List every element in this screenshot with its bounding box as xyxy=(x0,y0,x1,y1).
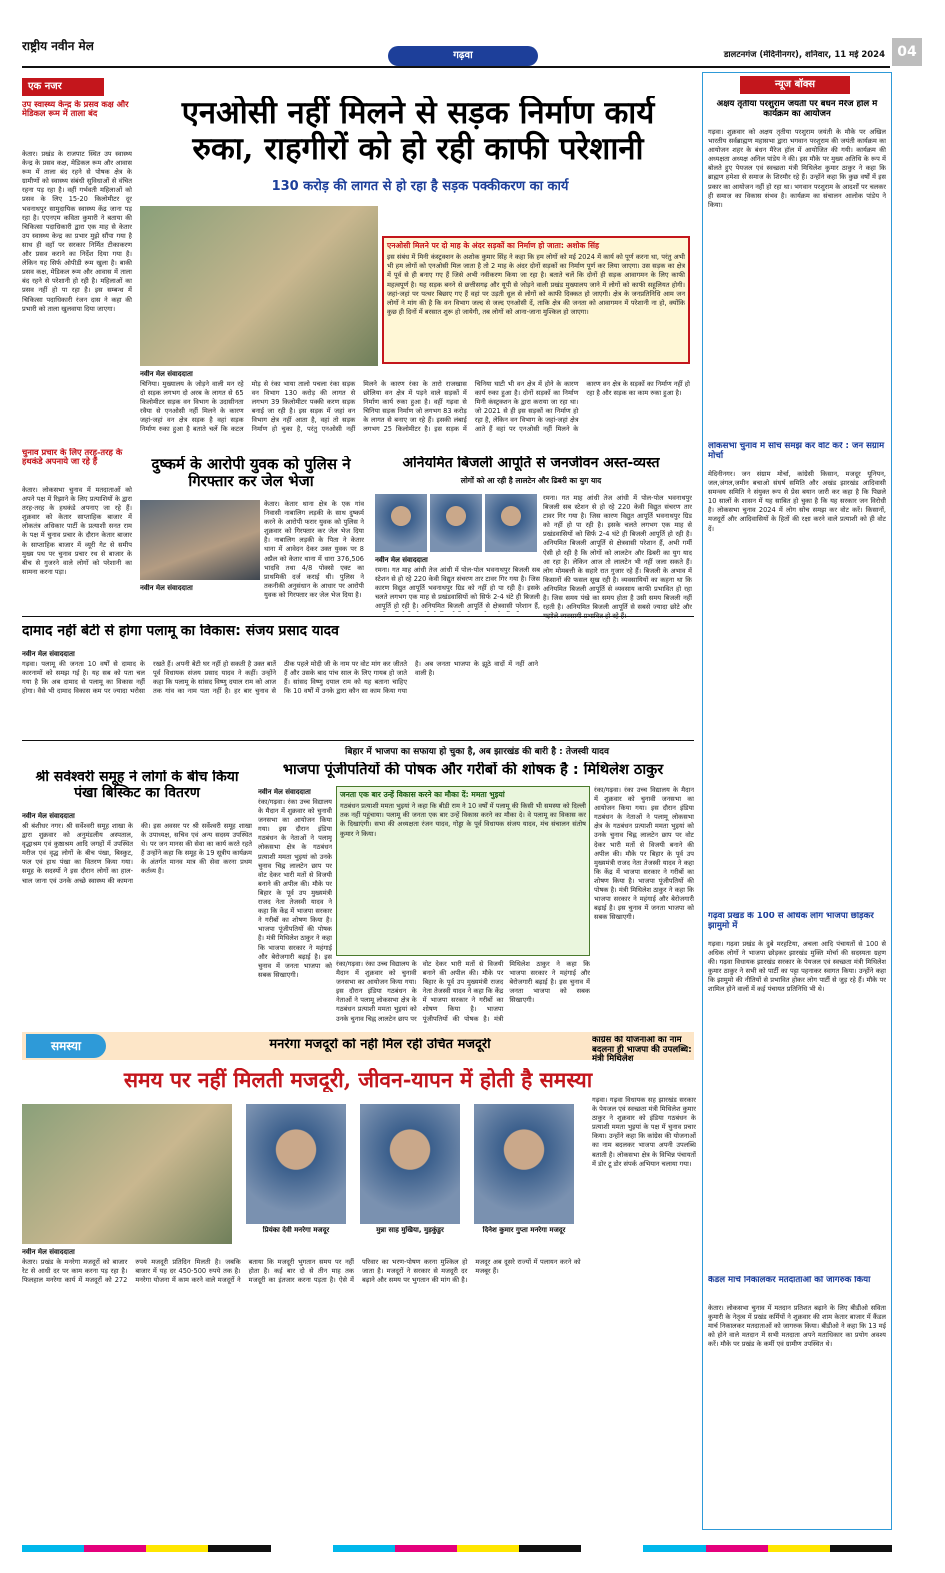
electricity-byline: नवीन मेल संवाददाता xyxy=(375,556,428,564)
congress-body: गढ़वा। गढ़वा विधायक सह झारखंड सरकार के पेयजल एवं स्वच्छता मंत्री मिथिलेश कुमार ठाकुर ने शुक्रवार को इंडिया गठबंधन के प्रत्याशी ममता भुइयां के पक्ष में चुनाव प्रचार किया। उन्होंने कहा कि कांग्रेस की योजनाओं का नाम बदलकर भाजपा अपनी उपलब्धि बताती है। लोकसभा क्षेत्र के विभिन्न पंचायतों में डोर टू डोर संपर्क अभियान चलाया गया। xyxy=(592,1096,696,1168)
samasya-portrait-1 xyxy=(246,1104,346,1224)
lead-subhead: 130 करोड़ की लागत से हो रहा है सड़क पक्कीकरण का कार्य xyxy=(271,179,569,194)
arrest-byline: नवीन मेल संवाददाता xyxy=(140,584,193,592)
arrest-body: केतार। केतार थाना क्षेत्र के एक गांव निवासी नाबालिग लड़की के साथ दुष्कर्म करने के आरोपी फरार युवक को पुलिस ने शुक्रवार को गिरफ्तार कर जेल भेज दिया है। नाबालिग लड़की के पिता ने केतार थाना में आवेदन देकर उक्त युवक पर 8 अप्रैल को केतार थाना में धारा 376,506 भादवि तथा 4/8 पोक्सो एक्ट का प्राथमिकी दर्ज कराई थी। पुलिस ने तकनीकी अनुसंधान के आधार पर आरोपी युवक को गिरफ्तार कर जेल भेज दिया है। xyxy=(264,500,364,599)
sarveshwari-body: श्री बंशीधर नगर। श्री सर्वेश्वरी समूह शाखा के द्वारा शुक्रवार को अनुमंडलीय अस्पताल, वृद्धाश्रम एवं कुष्ठाश्रम आदि जगहों में उपस्थित मरीज एवं वृद्ध लोगों के बीच पंखा, बिस्कुट, फल एवं हाथ पंखा का वितरण किया गया। समूह के सदस्यों ने इस दौरान लोगों का हाल-चाल जाना एवं उनके अच्छे स्वास्थ्य की कामना की। इस अवसर पर श्री सर्वेश्वरी समूह शाखा के उपाध्यक्ष, सचिव एवं अन्य सदस्य उपस्थित थे। पर जन मानस की सेवा का कार्य करते रहते हैं उन्होंने कहा कि समूह के 19 सूत्रीय कार्यक्रम के अंतर्गत मानव मात्र की सेवा करना प्रथम कर्तव्य है। xyxy=(22,822,252,885)
lead-headline xyxy=(138,96,698,167)
samasya-caption-1: प्रियंका देवी मनरेगा मजदूर xyxy=(262,1226,330,1234)
lead-box xyxy=(382,236,690,364)
bjp-box-body: गठबंधन प्रत्याशी ममता भुइयां ने कहा कि बीडी राम ने 10 वर्षों में पलामू की किसी भी समस्या को दिल्ली तक नहीं पहुंचाया। पलामू की जनता एक बार उन्हें विकास करने का मौका दे। वे पलामू का विकास कर के दिखाएंगी। सभा की अध्यक्षता रंजन यादव, गोड्डा के पूर्व विधायक संजय यादव, मंच संचालन संतोष कुमार ने किया। xyxy=(340,802,586,838)
lead-body: चिनिया। मुख्यालय के जोड़ने वाली मन रहे दो सड़क लगभग दो अरब के लागत से 65 किलोमीटर सड़क वन विभाग के उदासीनता रवैया से एनओसी नहीं मिलने के कारण जहां-जहां वन क्षेत्र सड़क है वहां सड़क निर्माण रुका हुआ है बताते चलें कि कटल मोड़ से रंका भाया तालो पचला रंका सड़क वन विभाग 130 करोड़ की लागत से लगभग 39 किलोमीटर पक्की करण सड़क बनाई जा रही है। इस सड़क में जहां वन विभाग क्षेत्र नहीं आता है, वहां तो सड़क निर्माण हो चुका है, परंतु एनओसी नहीं मिलने के कारण रंका के तारो राजखास छोलिया वन क्षेत्र में पड़ने वाले सड़कों में निर्माण कार्य रुका हुआ है। वहीं गढ़वा से चिनिया सड़क निर्माण जो लगभग 83 करोड़ के लागत से बनाए जा रहे हैं। इसकी लंबाई लगभग 25 किलोमीटर है। इस सड़क में चिनिया घाटी भी वन क्षेत्र में होने के कारण कार्य रुका हुआ है। दोनों सड़कों का निर्माण मिनी कंस्ट्रक्शन के द्वारा कराया जा रहा था। जो 2021 से ही इस सड़कों का निर्माण हो रहा है, लेकिन वन विभाग के जहां-जहां क्षेत्र आते हैं वहां पर एनओसी नहीं मिलने के कारण वन क्षेत्र के सड़कों का निर्माण नहीं हो रहा है और सड़क का काम रुका हुआ है। xyxy=(140,380,690,434)
electricity-subhead: लोगों को आ रही है लालटेन और ढिबरी का युग याद xyxy=(460,476,602,485)
bjp-body-right: रंका/गढ़वा। रंका उच्च विद्यालय के मैदान में शुक्रवार को चुनावी जनसभा का आयोजन किया गया। इस दौरान इंडिया गठबंधन के नेताओं ने पलामू लोकसभा क्षेत्र के गठबंधन प्रत्याशी ममता भुइयां को उनके चुनाव चिह्न लालटेन छाप पर वोट देकर भारी मतों से विजयी बनाने की अपील की। मौके पर बिहार के पूर्व उप मुख्यमंत्री राजद नेता तेजस्वी यादव ने कहा कि केंद्र में भाजपा सरकार ने गरीबों का शोषण किया है। भाजपा पूंजीपतियों की पोषक है। मंत्री मिथिलेश ठाकुर ने कहा कि भाजपा सरकार ने महंगाई और बेरोजगारी बढ़ाई है। इस चुनाव में जनता भाजपा को सबक सिखाएगी। xyxy=(594,786,694,922)
samasya-headline: समय पर नहीं मिलती मजदूरी, जीवन-यापन में होती है समस्या xyxy=(123,1068,593,1092)
samasya-caption-3: दिनेश कुमार गुप्ता मनरेगा मजदूर xyxy=(482,1226,566,1234)
arrest-headline: दुष्कर्म के आरोपी युवक को पुलिस ने गिरफ्तार कर जेल भेजा xyxy=(151,456,351,490)
news-box-story2-title: लोकसभा चुनाव में सोच समझ कर वोट करें : जन संग्राम मोर्चा xyxy=(708,442,885,461)
ek-nazar-story1-title: उप स्वास्थ्य केन्द्र के प्रसव कक्ष और मेडिकल रूम में ताला बंद xyxy=(22,100,129,119)
ek-nazar-story1-body: केतार। प्रखंड के राजपाट स्थित उप स्वास्थ्य केन्द्र के प्रसव कक्ष, मेडिकल रूम और आवास रूम में ताला बंद रहने से पोषक क्षेत्र के ग्रामीणों को स्वास्थ्य संबंधी सुविधाओं से वंचित रहना पड़ रहा है। वहीं गर्भवती महिलाओं को प्रसव के लिए 15-20 किलोमीटर दूर भवनाथपुर सामुदायिक स्वास्थ्य केंद्र जाना पड़ रहा है। एएनएम कविता कुमारी ने बताया की चिकित्सा पदाधिकारी द्वारा एक माह से केतार उप स्वास्थ्य केन्द्र का प्रभार मुझे सौंपा गया है साथ ही वहाँ पर सरकार निर्मित टीकाकरण और प्रसव कराने का निर्देश दिया गया है। लेकिन यह सिर्फ ओपीडी रूम खुला है। बाकी प्रसव कक्ष, मेडिकल रूम और आवास में ताला बंद रहने से परेशानी हो रही है। महिलाओं का प्रसव नहीं हो पा रहा है। इस सम्बन्ध में चिकित्सा पदाधिकारी रंजन दास ने कहा की प्रभारी को ताला खुलवाया दिया जाएगा। xyxy=(22,150,132,313)
lead-byline: नवीन मेल संवाददाता xyxy=(140,370,193,378)
bjp-byline: नवीन मेल संवाददाता xyxy=(258,788,311,796)
dateline: डालटनगंज (मेदिनीनगर), शनिवार, 11 मई 2024 xyxy=(723,50,885,60)
bjp-body-continued: रंका/गढ़वा। रंका उच्च विद्यालय के मैदान में शुक्रवार को चुनावी जनसभा का आयोजन किया गया। इस दौरान इंडिया गठबंधन के नेताओं ने पलामू लोकसभा क्षेत्र के गठबंधन प्रत्याशी ममता भुइयां को उनके चुनाव चिह्न लालटेन छाप पर वोट देकर भारी मतों से विजयी बनाने की अपील की। मौके पर बिहार के पूर्व उप मुख्यमंत्री राजद नेता तेजस्वी यादव ने कहा कि केंद्र में भाजपा सरकार ने गरीबों का शोषण किया है। भाजपा पूंजीपतियों की पोषक है। मंत्री मिथिलेश ठाकुर ने कहा कि भाजपा सरकार ने महंगाई और बेरोजगारी बढ़ाई है। इस चुनाव में जनता भाजपा को सबक सिखाएगी। xyxy=(336,960,590,1023)
lead-headline-line1: एनओसी नहीं मिलने से सड़क निर्माण कार्य xyxy=(181,96,655,131)
electricity-body-intro: रमना। गत माह आंधी तेज आंधी में पोल-पोल भवनाथपुर बिजली सब स्टेशन से हो रहे 220 केवी विद्युत संचरण तार टावर गिर गया है। जिस कारण विद्युत आपूर्ति भवनाथपुर ग्रिड को नहीं हो पा रही है। इसके चलते लगभग एक माह से प्रखंडवासियों को सिर्फ 2-4 घंटे ही बिजली आपूर्ति हो रही है। अनियमित बिजली आपूर्ति से क्षेत्रवासी परेशान हैं, xyxy=(375,566,540,611)
samasya-body: केतार। प्रखंड के मनरेगा मजदूरों को बाजार रेट से आधी दर पर काम करना पड़ रहा है। फिलहाल मनरेगा कार्य में मजदूरों को 272 रुपये मजदूरी प्रतिदिन मिलती है। जबकि बाजार में यह दर 450-500 रुपये तक है। मनरेगा योजना में काम करने वाले मजदूरों ने बताया कि मजदूरी भुगतान समय पर नहीं होता है। कई बार दो से तीन माह तक मजदूरी का इंतजार करना पड़ता है। ऐसे में परिवार का भरण-पोषण करना मुश्किल हो जाता है। मजदूरों ने सरकार से मजदूरी दर बढ़ाने और समय पर भुगतान की मांग की है। मजदूर अब दूसरे राज्यों में पलायन करने को मजबूर हैं। xyxy=(22,1258,581,1285)
section-badge: गढ़वा xyxy=(388,46,538,66)
samasya-byline: नवीन मेल संवाददाता xyxy=(22,1248,75,1256)
ek-nazar-story2-body: केतार। लोकसभा चुनाव में मतदाताओं को अपने पक्ष में रिझाने के लिए प्रत्याशियों के द्वारा तरह-तरह के हथकंडे अपनाए जा रहे हैं। शुक्रवार को केतार साप्ताहिक बाजार में लोकतंत्र अधिकार पार्टी के प्रत्याशी सनत राम के पक्ष में चुनाव प्रचार के दौरान केतार बाजार के साप्ताहिक बाजार में व्यूरी गेट से समीप मुख्य पथ पर चुनाव प्रचार रथ से बाजार के बीच से गुजरने वाले लोगों को परेशानी का सामना करना पड़ा। xyxy=(22,486,132,576)
masthead-rule xyxy=(22,66,890,68)
masthead xyxy=(0,0,945,72)
news-box-story4-body: केतार। लोकसभा चुनाव में मतदान प्रतिशत बढ़ाने के लिए बीडीओ सविता कुमारी के नेतृत्व में प्रखंड कर्मियों ने शुक्रवार की शाम केतार बाजार में कैंडल मार्च निकालकर मतदाताओं को जागरुक किया। बीडीओ ने कहा कि 13 मई को होने वाले मतदान में सभी मतदाता अपने मताधिकार का प्रयोग अवश्य करें। मौके पर प्रखंड के कर्मी एवं ग्रामीण उपस्थित थे। xyxy=(708,1304,886,1349)
lead-box-title: एनओसी मिलने पर दो माह के अंदर सड़कों का निर्माण हो जाता: अशोक सिंह xyxy=(387,241,600,250)
ek-nazar-label: एक नजर xyxy=(22,78,104,96)
news-box-story2-body: मेदिनीनगर। जन संग्राम मोर्चा, कांग्रेसी किसान, मजदूर यूनियन, जल,जंगल,जमीन बचाओ संघर्ष समिति और अखंड झारखंड आदिवासी समन्वय समिति ने संयुक्त रूप से प्रेस बयान जारी कर कहा है कि पिछले 10 सालों के शासन में यह साबित हो चुका है कि यह सरकार जन विरोधी है। लोकसभा चुनाव 2024 में लोग सोच समझ कर वोट करें। किसानों, मजदूरों और आदिवासियों के हितों की रक्षा करने वाले प्रत्याशी को ही वोट दें। xyxy=(708,470,886,533)
sarveshwari-headline: श्री सर्वेश्वरी समूह ने लोगों के बीच किया पंखा बिस्किट का वितरण xyxy=(35,770,239,801)
sarveshwari-byline: नवीन मेल संवाददाता xyxy=(22,812,75,820)
arrest-photo xyxy=(140,500,260,580)
damad-body: गढ़वा। पलामू की जनता 10 वर्षों से दामाद के कारनामों को समझ गई है। यह सब को पता चल गया है कि अब दामाद से पलामू का विकास नहीं होगा। वैसे भी दामाद विकास कम पर ज्यादा भरोसा रखते हैं। अपनी बेटी घर नहीं हो सकती है उक्त बातें पूर्व विधायक संजय प्रसाद यादव ने कहीं। उन्होंने कहा कि पलामू के सांसद विष्णु दयाल राम को आज तक गांव का नाम पता नहीं है। हर बार चुनाव से ठीक पहले मोदी जी के नाम पर वोट मांग कर जीतते हैं और उसके बाद पांच साल के लिए गायब हो जाते हैं। सांसद विष्णु दयाल राम को यह बताना चाहिए कि 10 वर्षों में उनके द्वारा कौन सा काम किया गया है। अब जनता भाजपा के झूठे वादों में नहीं आने वाली है। xyxy=(22,660,538,696)
electricity-body: रमना। गत माह आंधी तेज आंधी में पोल-पोल भवनाथपुर बिजली सब स्टेशन से हो रहे 220 केवी विद्युत संचरण तार टावर गिर गया है। जिस कारण विद्युत आपूर्ति भवनाथपुर ग्रिड को नहीं हो पा रही है। इसके चलते लगभग एक माह से प्रखंडवासियों को सिर्फ 2-4 घंटे ही बिजली आपूर्ति हो रही है। अनियमित बिजली आपूर्ति से क्षेत्रवासी परेशान हैं, अभी गर्मी ऐसी हो रही है कि लोगों को लालटेन और ढिबरी का युग याद आ रहा है। लेकिन आज तो लालटेन भी नहीं जला सकते हैं। लोग मोमबत्ती के सहारे रात गुजार रहे हैं। बिजली के अभाव में किसानों की फसल सूख रही है। व्यवसायियों का कहना था कि अनियमित बिजली आपूर्ति से व्यवसाय काफी प्रभावित हो रहा है। जिस समय पंखे का समय होता है उसी समय बिजली नहीं रहती है। अनियमित बिजली आपूर्ति से सबसे ज्यादा छोटे और xyxy=(543,494,692,612)
tejashwi-line: बिहार में भाजपा का सफाया हो चुका है, अब झारखंड की बारी है : तेजस्वी यादव xyxy=(345,747,609,757)
news-box-label: न्यूज बॉक्स xyxy=(740,76,850,94)
divider xyxy=(22,616,694,617)
samasya-photo-workers xyxy=(22,1104,232,1244)
samasya-kicker: मनरेगा मजदूरों को नही मिल रही उचित मजदूरी xyxy=(269,1038,491,1052)
paper-name: राष्ट्रीय नवीन मेल xyxy=(22,39,94,53)
lead-photo-road xyxy=(140,206,378,366)
damad-byline: नवीन मेल संवाददाता xyxy=(22,650,75,658)
news-box-story3-title: गढ़वा प्रखंड के 100 से अधिक लोग भाजपा छोड़कर झामुमो में xyxy=(708,912,874,931)
damad-headline: दामाद नहीं बेटी से होगा पलामू का विकास: संजय प्रसाद यादव xyxy=(22,624,339,639)
divider xyxy=(22,740,694,741)
congress-headline: कांग्रेस की योजनाओं का नाम बदलना ही भाजपा की उपलब्धि: मंत्री मिथिलेश xyxy=(592,1036,692,1065)
bjp-headline: भाजपा पूंजीपतियों की पोषक और गरीबों की शोषक है : मिथिलेश ठाकुर xyxy=(282,762,664,778)
electricity-photo-3 xyxy=(485,494,537,552)
electricity-photo-1 xyxy=(375,494,427,552)
samasya-caption-2: मुन्ना साह मुखिया, मुड़कुंडुर xyxy=(376,1226,444,1234)
news-box-story1-title: अक्षय तृतीया परशुराम जयंती पर बंधन मैरेज हॉल में कार्यक्रम का आयोजन xyxy=(716,100,878,119)
electricity-headline: अनियमित बिजली आपूर्ति से जनजीवन अस्त-व्यस्त xyxy=(402,456,660,471)
news-box-story4-title: कैंडल मार्च निकालकर मतदाताओं को जागरुक किया xyxy=(708,1276,871,1285)
news-box-story1-body: गढ़वा। शुक्रवार को अक्षय तृतीया परशुराम जयंती के मौके पर अखिल भारतीय सर्वब्राह्मण महासभा द्वारा भगवान परशुराम की जयंती कार्यक्रम का आयोजन शहर के बंधन मैरेज हॉल में आयोजित की गयी। कार्यक्रम की अध्यक्षता अध्यक्ष अनिल पांडेय ने की। इस मौके पर मुख्य अतिथि के रूप में बोलते हुए पेयजल एवं स्वच्छता मंत्री मिथिलेश कुमार ठाकुर ने कहा कि ब्राह्मण हमेशा से समाज के शिरमौर रहे हैं। उन्होंने कहा कि कुछ वर्षों में इस प्रकार का आयोजन नहीं हो रहा था। भगवान परशुराम के आदर्शों पर चलकर ही समाज का विकास संभव है। कार्यक्रम का संचालन आलोक पांडेय ने किया। xyxy=(708,128,886,209)
news-box-story3-body: गढ़वा। गढ़वा प्रखंड के दुबे मरहटिया, अचला आदि पंचायतों से 100 से अधिक लोगों ने भाजपा छोड़कर झारखंड मुक्ति मोर्चा की सदस्यता ग्रहण की। गढ़वा विधायक झारखंड सरकार के पेयजल एवं स्वच्छता मंत्री मिथिलेश कुमार ठाकुर ने सभी को पार्टी का पट्टा पहनाकर स्वागत किया। उन्होंने कहा कि झामुमो की नीतियों से प्रभावित होकर लोग पार्टी से जुड़ रहे हैं। मौके पर शामिल होने वालों में कई पंचायत प्रतिनिधि भी थे। xyxy=(708,940,886,994)
samasya-label: समस्या xyxy=(26,1034,106,1058)
page-number: 04 xyxy=(892,38,922,66)
samasya-portrait-2 xyxy=(360,1104,460,1224)
registration-color-bar xyxy=(22,1545,892,1552)
electricity-photo-2 xyxy=(430,494,482,552)
lead-headline-line2: रुका, राहगीरों को हो रही काफी परेशानी xyxy=(192,130,644,167)
bjp-body: रंका/गढ़वा। रंका उच्च विद्यालय के मैदान में शुक्रवार को चुनावी जनसभा का आयोजन किया गया। इस दौरान इंडिया गठबंधन के नेताओं ने पलामू लोकसभा क्षेत्र के गठबंधन प्रत्याशी ममता भुइयां को उनके चुनाव चिह्न लालटेन छाप पर वोट देकर भारी मतों से विजयी बनाने की अपील की। मौके पर बिहार के पूर्व उप मुख्यमंत्री राजद नेता तेजस्वी यादव ने कहा कि केंद्र में भाजपा सरकार ने गरीबों का शोषण किया है। भाजपा पूंजीपतियों की पोषक है। मंत्री मिथिलेश ठाकुर ने कहा कि भाजपा सरकार ने महंगाई और बेरोजगारी बढ़ाई है। इस चुनाव में जनता भाजपा को सबक सिखाएगी। xyxy=(258,798,332,979)
samasya-portrait-3 xyxy=(474,1104,574,1224)
ek-nazar-story2-title: चुनाव प्रचार के लिए तरह-तरह के हथकंडे अपनाये जा रहे हैं xyxy=(22,448,123,467)
lead-box-body: इस संबंध में मिनी कंस्ट्रक्शन के अशोक कुमार सिंह ने कहा कि हम लोगों को मई 2024 में कार्य को पूर्ण करना था, परंतु अभी भी हम लोगों को एनओसी मिल जाता है तो 2 माह के अंदर दोनों सड़कों का निर्माण पूर्ण कर लिया जाएगा। उस सड़क का क्षेत्र में पूर्व से ही बनाए गए हैं जिसे अभी नवीकरण किया जा रहा है। बताते चलें कि दोनों ही सड़क आवागमन के लिए काफी महत्वपूर्ण है। यह सड़क बनने से छत्तीसगढ़ और यूपी से जोड़ने वाली प्रखंड मुख्यालय जाने में लोगों को काफी सहूलियत होगी। जहां-जहां पर पत्थर बिछाए गए हैं वहां पर उड़ती धूल से लोगों को काफी दिक्कत हो जाएगी। क्षेत्र के जनप्रतिनिधि आम जन लोगों ने मांग की है कि वन विभाग जल्द से जल्द एनओसी दें, ताकि क्षेत्र की जनता को आवागमन में परेशानी ना हो, क्योंकि कुछ ही दिनों में बरसात शुरू हो जायेगी, तब लोगों को आना-जाना मुश्किल हो जाएगा। xyxy=(387,253,685,316)
bjp-box xyxy=(336,786,590,956)
bjp-box-title: जनता एक बार उन्हें विकास करने का मौका दें: ममता भुइयां xyxy=(340,790,505,799)
